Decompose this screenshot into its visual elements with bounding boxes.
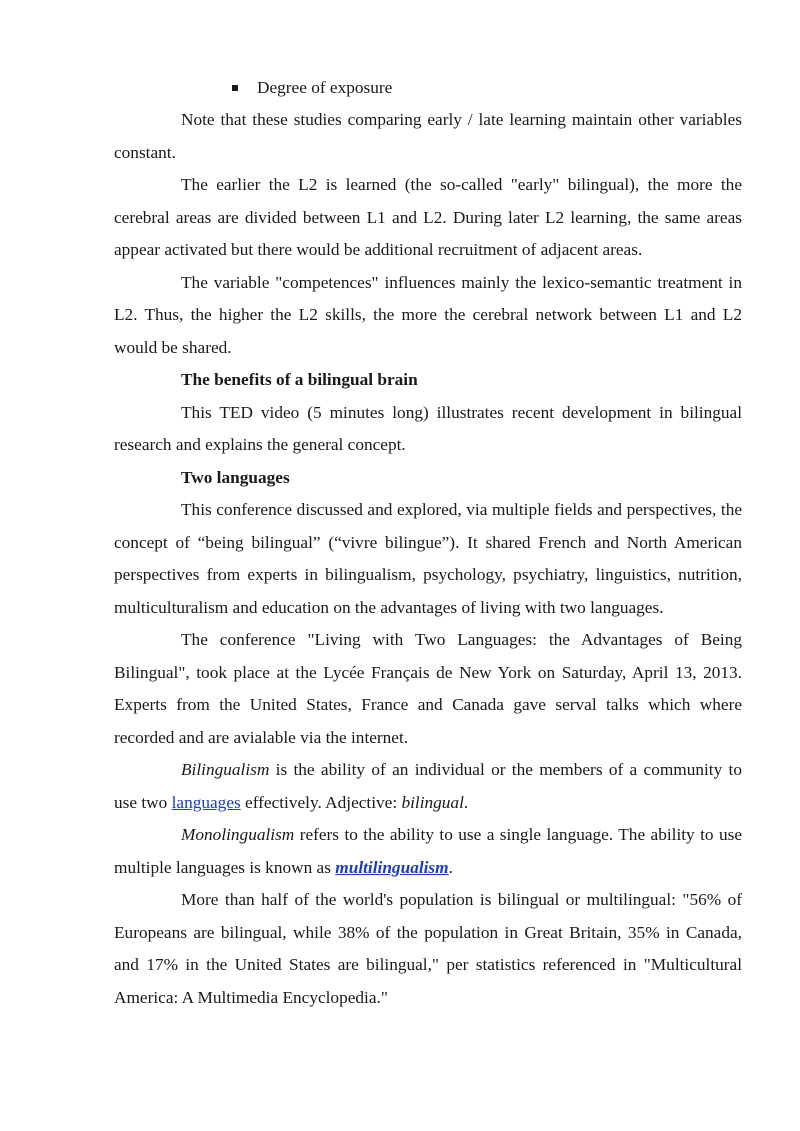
paragraph-conference-discussed: This conference discussed and explored, via multiple fields and perspectives, the concept of “being bilingual” (“vivre bilingue”). It shared French and North American perspectives from experts in bilingualism, psychology, psychiatry, linguistics, nutrition, multiculturalism and education on the advantages of living with two languages. (114, 500, 742, 617)
term-monolingualism: Monolingualism (181, 825, 295, 844)
paragraph-bilingualism-definition (114, 754, 742, 819)
paragraph-monolingualism-definition (114, 819, 742, 884)
heading-two-languages: Two languages (181, 467, 290, 487)
heading-bilingual-brain: The benefits of a bilingual brain (181, 370, 418, 389)
multilingualism-link[interactable]: multilingualism (335, 857, 449, 877)
bullet-item (114, 72, 742, 104)
definition-text-b: effectively. Adjective: (240, 792, 402, 812)
languages-link[interactable]: languages (171, 792, 241, 812)
term-bilingualism: Bilingualism (181, 760, 270, 779)
paragraph-world-statistics: More than half of the world's population is bilingual or multilingual: "56% of Europeans are bilingual, while 38% of the population in Great Britain, 35% in Canada, and 17% in the United States are bilingual," per statistics referenced in "Multicultural America: A Multimedia Encyclopedia." (114, 890, 742, 1007)
bullet-icon (232, 85, 238, 91)
paragraph-conference-details: The conference "Living with Two Languages: the Advantages of Being Bilingual", took place at the Lycée Français de New York on Saturday, April 13, 2013. Experts from the United States, France and Canada gave serval talks which where recorded and are avialable via the internet. (114, 630, 742, 747)
paragraph-early-late: Note that these studies comparing early / late learning maintain other variables constant. (114, 110, 742, 162)
mono-text-b: . (448, 857, 453, 877)
document-body (114, 72, 742, 1014)
paragraph-competences: The variable "competences" influences mainly the lexico-semantic treatment in L2. Thus, the higher the L2 skills, the more the cerebral network between L1 and L2 would be shared. (114, 272, 742, 357)
term-bilingual-adjective: bilingual (401, 792, 464, 812)
paragraph-early-bilingual: The earlier the L2 is learned (the so-called "early" bilingual), the more the cerebral areas are divided between L1 and L2. During later L2 learning, the same areas appear activated but there would be additional recruitment of adjacent areas. (114, 175, 742, 259)
definition-text-a: is the ability of an individual or the members of a community to use two (114, 760, 742, 812)
definition-text-c: . (463, 792, 469, 812)
paragraph-ted-video: This TED video (5 minutes long) illustrates recent development in bilingual research and explains the general concept. (114, 402, 742, 454)
bullet-text: Degree of exposure (257, 78, 393, 97)
mono-text-a: refers to the ability to use a single language. The ability to use multiple languages is known as (114, 825, 742, 877)
